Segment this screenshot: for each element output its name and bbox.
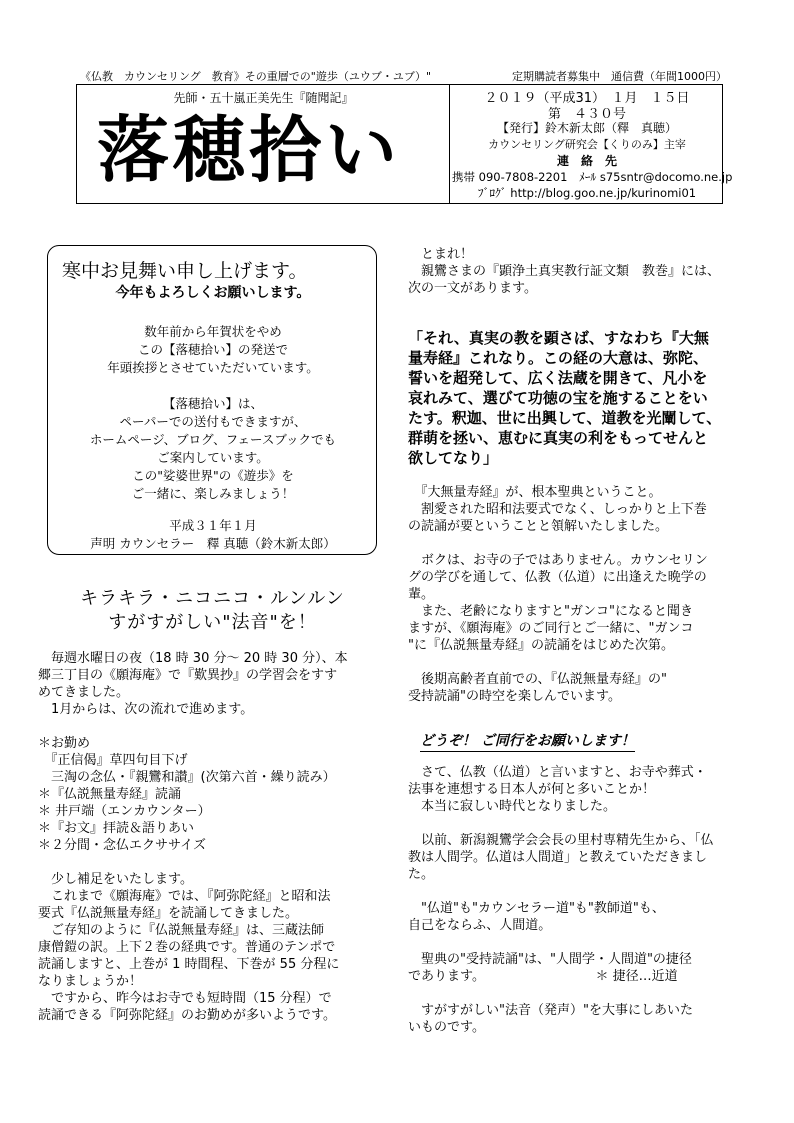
body-line: ですから、昨今はお寺でも短時間（15 分程）で	[38, 991, 332, 1006]
body-line: 教は人間学。仏道は人間道」と教えていただきまし	[408, 850, 708, 865]
body-line: 郷三丁目の《願海庵》で『歎異抄』の学習会をすす	[38, 668, 338, 683]
top-right-note: 定期購読者募集中 通信費（年間1000円）	[512, 70, 727, 83]
article-headline-line1: キラキラ・ニコニコ・ルンルン	[80, 588, 345, 609]
body-line: の読誦が要ということと領解いたしました。	[408, 519, 669, 534]
body-line: ボクは、お寺の子ではありません。カウンセリン	[408, 553, 708, 568]
body-line: 本当に寂しい時代となりました。	[408, 799, 617, 814]
body-line: 1月からは、次の流れで進めます。	[38, 702, 254, 717]
greeting-line: ペーパーでの送付もできますが、	[119, 414, 307, 429]
greeting-line: この【落穂拾い】の発送で	[137, 342, 288, 357]
body-line: 少し補足をいたします。	[38, 872, 193, 887]
body-line: すがすがしい"法音（発声）"を大事にしあいた	[408, 1003, 693, 1018]
body-line: た。	[408, 867, 435, 882]
quote-line: 「それ、真実の教を顕さば、すなわち『大無	[408, 329, 709, 347]
body-line: めてきました。	[38, 685, 130, 700]
body-line: "に『仏説無量寿経』の読誦をはじめた次第。	[408, 638, 674, 653]
greeting-line: 【落穂拾い】は、	[162, 396, 263, 411]
body-line: グの学びを通して、仏教（仏道）に出逢えた晩学の	[408, 570, 707, 585]
list-item: ＊『お文』拝読＆語りあい	[38, 821, 195, 836]
greeting-subtitle: 今年もよろしくお願いします。	[115, 285, 311, 301]
greeting-signature: 声明 カウンセラー 釋 真聴（鈴木新太郎）	[90, 536, 336, 551]
masthead-subtitle: 先師・五十嵐正美先生『随聞記』	[173, 91, 354, 105]
issue-number: 第 ４３０号	[547, 107, 626, 122]
list-item: 『正信偈』草四句目下げ	[38, 753, 188, 768]
body-line: ご存知のように『仏説無量寿経』は、三蔵法師	[38, 923, 325, 938]
list-item: ＊ 井戸端（エンカウンター）	[38, 804, 211, 819]
greeting-line: この"娑婆世界"の《遊歩》を	[132, 468, 294, 483]
quote-line: たす。釈迦、世に出興して、道教を光闡して、	[408, 409, 722, 427]
body-line: 受持読誦"の時空を楽しんでいます。	[408, 689, 621, 704]
blog-url: ﾌﾞﾛｸﾞ http://blog.goo.ne.jp/kurinomi01	[477, 186, 697, 200]
greeting-line: 年頭挨拶とさせていただいています。	[107, 360, 319, 375]
quote-line: 量寿経』これなり。この経の大意は、弥陀、	[408, 349, 709, 367]
scripture-quote	[408, 328, 763, 468]
contact-phone-email: 携帯 090-7808-2201 ﾒｰﾙ s75sntr@docomo.ne.jp	[452, 170, 733, 184]
quote-line: 哀れみて、選びて功徳の宝を施することをい	[408, 389, 708, 407]
body-line: 次の一文があります。	[408, 281, 537, 296]
body-line: なりましょうか！	[38, 974, 143, 989]
body-line: 割愛された昭和法要式でなく、しっかりと上下巻	[408, 502, 707, 517]
body-line: であります。 ＊ 捷径…近道	[408, 969, 678, 984]
greeting-line: ご一緒に、楽しみましょう！	[131, 486, 295, 501]
greeting-line: ご案内しています。	[157, 450, 269, 465]
body-line: また、老齢になりますと"ガンコ"になると聞き	[408, 604, 693, 619]
greeting-box	[47, 245, 377, 555]
list-item: ＊お勤め	[38, 736, 91, 751]
body-line: 以前、新潟親鸞学会会長の里村専精先生から、「仏	[408, 833, 714, 848]
quote-line: 誓いを超発して、広く法蔵を開きて、凡小を	[408, 369, 708, 387]
body-line: 自己をならふ、人間道。	[408, 918, 552, 933]
body-line: ますが、《願海庵》のご同行とご一緒に、"ガンコ	[408, 621, 694, 636]
greeting-line: 数年前から年賀状をやめ	[144, 324, 282, 339]
list-item: ＊『仏説無量寿経』読誦	[38, 787, 182, 802]
body-line: 法事を連想する日本人が何と多いことか！	[408, 782, 656, 797]
greeting-title: 寒中お見舞い申し上げます。	[62, 260, 308, 282]
body-line: 読誦しますと、上巻が 1 時間程、下巻が 55 分程に	[38, 957, 340, 972]
body-line: 後期高齢者直前での、『仏説無量寿経』の"	[408, 672, 667, 687]
right-column-intro	[408, 246, 763, 297]
body-line: いものです。	[408, 1020, 485, 1035]
quote-line: 欲してなり」	[408, 449, 499, 467]
masthead-left	[77, 85, 450, 203]
body-line: 康僧鎧の訳。上下２巻の経典です。普通のテンポで	[38, 940, 336, 955]
publisher: 【発行】鈴木新太郎（釋 真聴）	[496, 121, 677, 135]
right-column-body-lower	[408, 764, 763, 1036]
issue-info	[452, 85, 733, 203]
right-column-body	[408, 484, 763, 705]
quote-line: 群萌を拯い、恵むに真実の利をもってせんと	[408, 429, 709, 447]
greeting-line: ホームページ、ブログ、フェースブックでも	[89, 432, 337, 447]
list-item: 三淘の念仏・『親鸞和讃』(次第六首・繰り読み）	[38, 770, 336, 785]
masthead-box	[76, 84, 733, 204]
body-line: 要式『仏説無量寿経』を読誦してきました。	[38, 906, 299, 921]
body-line: 読誦できる『阿弥陀経』のお勤めが多いようです。	[38, 1008, 336, 1023]
body-line: 毎週水曜日の夜（18 時 30 分～ 20 時 30 分）、本	[38, 651, 348, 666]
body-line: 『大無量寿経』が、根本聖典ということ。	[408, 485, 662, 500]
body-line: "仏道"も"カウンセラー道"も"教師道"も、	[408, 901, 665, 916]
body-line: さて、仏教（仏道）と言いますと、お寺や葬式・	[408, 765, 707, 780]
article-headline-line2: すがすがしい"法音"を！	[108, 612, 317, 633]
top-left-note: 《仏教 カウンセリング 教育》その重層での"遊歩（ユウブ・ユブ）"	[80, 70, 432, 83]
greeting-date: 平成３１年１月	[169, 518, 257, 533]
issue-date: ２０１９（平成31） １月 １５日	[484, 91, 690, 106]
body-line: 輩。	[408, 587, 435, 602]
body-line: 親鸞さまの『顕浄土真実教行証文類 教巻』には、	[408, 264, 721, 279]
body-line: これまで《願海庵》では、『阿弥陀経』と昭和法	[38, 889, 331, 904]
body-line: とまれ！	[408, 247, 474, 262]
body-line: 聖典の"受持読誦"は、"人間学・人間道"の捷径	[408, 952, 692, 967]
list-item: ＊２分間・念仏エクササイズ	[38, 838, 206, 853]
host-org: カウンセリング研究会【くりのみ】主宰	[488, 138, 686, 151]
section-heading: どうぞ！ ご同行をお願いします！	[420, 730, 635, 752]
contact-heading: 連 絡 先	[556, 154, 617, 168]
masthead-title: 落穂拾い	[97, 107, 402, 192]
left-column-body	[38, 650, 388, 1024]
